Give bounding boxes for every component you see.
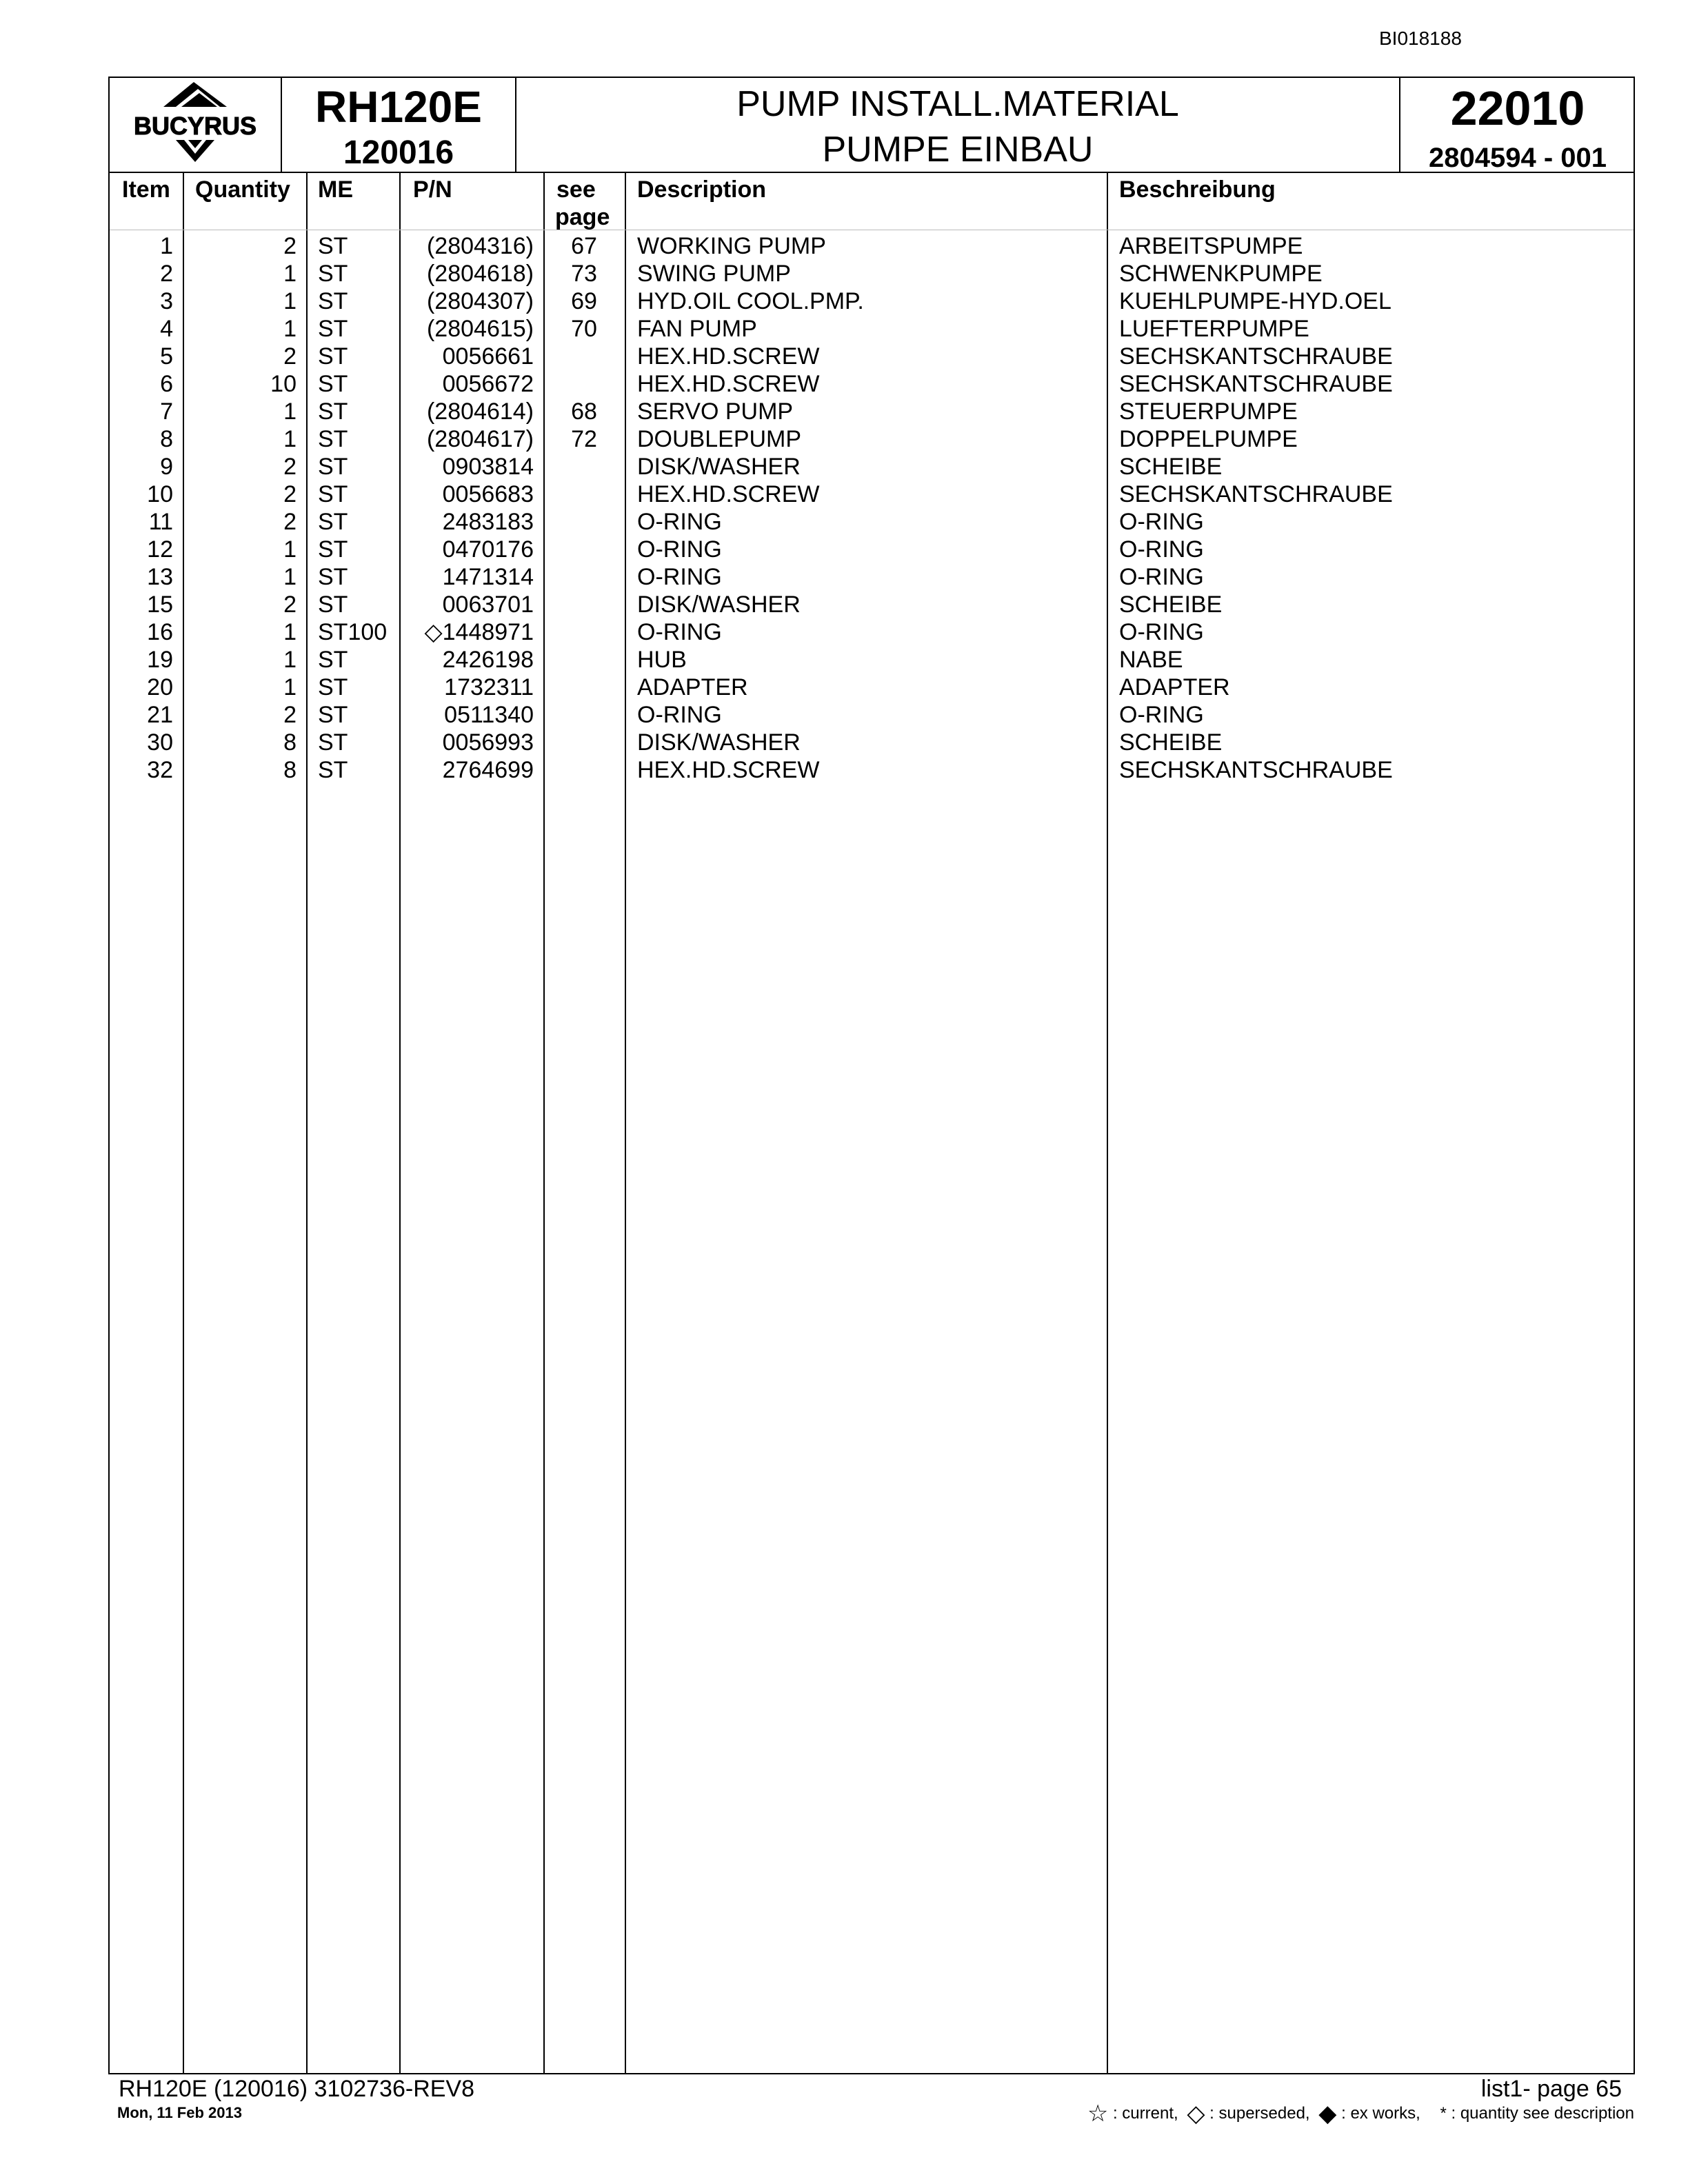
group-number: 22010: [1450, 81, 1585, 135]
cell-beschreibung: SECHSKANTSCHRAUBE: [1119, 371, 1393, 397]
table-row: [110, 618, 1634, 646]
col-header-page: page: [555, 204, 610, 230]
table-row: [110, 260, 1634, 287]
model-cell: [282, 78, 516, 172]
legend-exworks-label: : ex works,: [1341, 2103, 1420, 2123]
cell-item: 1: [160, 233, 173, 259]
cell-description: FAN PUMP: [637, 316, 757, 342]
cell-description: O-RING: [637, 702, 722, 728]
model-name: RH120E: [315, 82, 482, 132]
cell-quantity: 2: [283, 481, 297, 507]
document-id: BI018188: [1379, 28, 1462, 49]
table-row: [110, 646, 1634, 674]
header-box: [108, 77, 1635, 173]
cell-me: ST: [318, 757, 348, 783]
cell-part-number: 2426198: [442, 647, 534, 673]
cell-part-number: 1732311: [444, 674, 534, 700]
table-row: [110, 674, 1634, 701]
cell-quantity: 1: [283, 619, 297, 645]
cell-quantity: 1: [283, 398, 297, 425]
cell-see-page: 68: [571, 398, 597, 425]
cell-description: DISK/WASHER: [637, 729, 801, 756]
symbol-legend: [1087, 2101, 1634, 2125]
cell-beschreibung: ARBEITSPUMPE: [1119, 233, 1303, 259]
cell-description: HEX.HD.SCREW: [637, 371, 820, 397]
cell-me: ST: [318, 454, 348, 480]
col-header-quantity: Quantity: [195, 176, 290, 203]
cell-item: 30: [147, 729, 173, 756]
cell-description: DISK/WASHER: [637, 454, 801, 480]
cell-quantity: 1: [283, 564, 297, 590]
cell-description: DISK/WASHER: [637, 592, 801, 618]
cell-me: ST: [318, 592, 348, 618]
cell-me: ST: [318, 647, 348, 673]
cell-item: 5: [160, 343, 173, 370]
drawing-number: 2804594 - 001: [1428, 143, 1607, 173]
cell-me: ST100: [318, 619, 388, 645]
cell-quantity: 2: [283, 343, 297, 370]
cell-item: 20: [147, 674, 173, 700]
cell-part-number: (2804316): [426, 233, 534, 259]
star-icon: ☆: [1087, 2100, 1109, 2127]
footer-doc-reference: RH120E (120016) 3102736-REV8: [119, 2076, 475, 2102]
cell-beschreibung: SECHSKANTSCHRAUBE: [1119, 343, 1393, 370]
col-header-see: see: [556, 176, 596, 203]
cell-item: 11: [148, 509, 173, 535]
cell-part-number: 0470176: [442, 536, 534, 563]
table-row: [110, 536, 1634, 563]
cell-me: ST: [318, 261, 348, 287]
cell-me: ST: [318, 702, 348, 728]
cell-me: ST: [318, 536, 348, 563]
cell-description: O-RING: [637, 536, 722, 563]
cell-part-number: (2804614): [426, 398, 534, 425]
diamond-filled-icon: ◆: [1318, 2100, 1337, 2127]
cell-me: ST: [318, 288, 348, 314]
cell-me: ST: [318, 729, 348, 756]
cell-quantity: 1: [283, 288, 297, 314]
cell-quantity: 1: [283, 674, 297, 700]
cell-see-page: 70: [571, 316, 597, 342]
col-header-pn: P/N: [413, 176, 452, 203]
cell-quantity: 8: [283, 729, 297, 756]
table-row: [110, 343, 1634, 370]
title-cell: [516, 78, 1400, 172]
cell-description: HEX.HD.SCREW: [637, 481, 820, 507]
title-english: PUMP INSTALL.MATERIAL: [736, 84, 1179, 124]
cell-quantity: 10: [270, 371, 297, 397]
cell-description: HYD.OIL COOL.PMP.: [637, 288, 864, 314]
cell-quantity: 1: [283, 647, 297, 673]
cell-me: ST: [318, 233, 348, 259]
cell-description: SERVO PUMP: [637, 398, 794, 425]
legend-superseded-label: : superseded,: [1209, 2103, 1310, 2123]
table-row: [110, 287, 1634, 315]
logo-cell: [110, 78, 282, 172]
serial-number: 120016: [343, 134, 454, 171]
cell-part-number: 1471314: [442, 564, 534, 590]
table-row: [110, 563, 1634, 591]
footer-date: Mon, 11 Feb 2013: [117, 2104, 242, 2121]
cell-description: WORKING PUMP: [637, 233, 826, 259]
cell-me: ST: [318, 674, 348, 700]
cell-item: 19: [147, 647, 173, 673]
cell-part-number: 0056683: [442, 481, 534, 507]
cell-me: ST: [318, 481, 348, 507]
table-row: [110, 729, 1634, 756]
col-header-me: ME: [318, 176, 353, 203]
col-header-beschreibung: Beschreibung: [1119, 176, 1276, 203]
legend-quantity-label: : quantity see description: [1451, 2103, 1634, 2123]
cell-part-number: (2804618): [426, 261, 534, 287]
cell-beschreibung: DOPPELPUMPE: [1119, 426, 1298, 452]
cell-me: ST: [318, 316, 348, 342]
cell-description: HUB: [637, 647, 687, 673]
footer-page-number: list1- page 65: [1480, 2076, 1622, 2102]
legend-current-label: : current,: [1112, 2103, 1178, 2123]
cell-part-number: 0063701: [442, 592, 534, 618]
logo-text: BUCYRUS: [133, 112, 257, 140]
cell-item: 4: [160, 316, 173, 342]
cell-beschreibung: KUEHLPUMPE-HYD.OEL: [1119, 288, 1391, 314]
cell-see-page: 67: [571, 233, 597, 259]
cell-part-number: 0511340: [444, 702, 534, 728]
cell-quantity: 1: [283, 261, 297, 287]
cell-item: 10: [147, 481, 173, 507]
cell-quantity: 2: [283, 702, 297, 728]
bucyrus-logo: [110, 78, 279, 172]
cell-me: ST: [318, 398, 348, 425]
cell-item: 13: [147, 564, 173, 590]
table-row: [110, 756, 1634, 784]
cell-see-page: 69: [571, 288, 597, 314]
cell-item: 8: [160, 426, 173, 452]
cell-beschreibung: SCHEIBE: [1119, 454, 1223, 480]
cell-part-number: ◇1448971: [424, 619, 534, 645]
cell-quantity: 1: [283, 316, 297, 342]
cell-see-page: 73: [571, 261, 597, 287]
cell-item: 15: [147, 592, 173, 618]
cell-quantity: 8: [283, 757, 297, 783]
cell-part-number: (2804615): [426, 316, 534, 342]
table-row: [110, 453, 1634, 481]
col-header-item: Item: [122, 176, 170, 203]
cell-item: 21: [147, 702, 173, 728]
parts-table: [108, 173, 1635, 2074]
cell-item: 12: [147, 536, 173, 563]
cell-me: ST: [318, 343, 348, 370]
cell-description: HEX.HD.SCREW: [637, 343, 820, 370]
table-row: [110, 591, 1634, 618]
cell-part-number: 0903814: [442, 454, 534, 480]
cell-quantity: 2: [283, 509, 297, 535]
cell-description: DOUBLEPUMP: [637, 426, 802, 452]
cell-item: 9: [160, 454, 173, 480]
cell-me: ST: [318, 426, 348, 452]
table-row: [110, 232, 1634, 260]
cell-beschreibung: SCHWENKPUMPE: [1119, 261, 1323, 287]
cell-part-number: (2804617): [426, 426, 534, 452]
cell-beschreibung: LUEFTERPUMPE: [1119, 316, 1309, 342]
cell-beschreibung: ADAPTER: [1119, 674, 1230, 700]
cell-part-number: 0056672: [442, 371, 534, 397]
cell-description: SWING PUMP: [637, 261, 791, 287]
cell-beschreibung: SCHEIBE: [1119, 592, 1223, 618]
table-row: [110, 508, 1634, 536]
cell-item: 6: [160, 371, 173, 397]
cell-description: O-RING: [637, 619, 722, 645]
cell-quantity: 2: [283, 233, 297, 259]
cell-part-number: 0056661: [442, 343, 534, 370]
cell-quantity: 1: [283, 536, 297, 563]
cell-item: 32: [147, 757, 173, 783]
cell-beschreibung: NABE: [1119, 647, 1183, 673]
cell-see-page: 72: [571, 426, 597, 452]
table-row: [110, 370, 1634, 398]
cell-description: O-RING: [637, 509, 722, 535]
cell-me: ST: [318, 371, 348, 397]
cell-beschreibung: O-RING: [1119, 564, 1204, 590]
diamond-outline-icon: ◇: [1187, 2100, 1205, 2127]
group-number-cell: [1400, 78, 1635, 172]
cell-description: O-RING: [637, 564, 722, 590]
cell-beschreibung: SECHSKANTSCHRAUBE: [1119, 757, 1393, 783]
title-german: PUMPE EINBAU: [822, 130, 1094, 170]
cell-part-number: 2764699: [442, 757, 534, 783]
cell-item: 7: [160, 398, 173, 425]
cell-part-number: 2483183: [442, 509, 534, 535]
cell-item: 2: [160, 261, 173, 287]
cell-beschreibung: O-RING: [1119, 702, 1204, 728]
cell-beschreibung: SECHSKANTSCHRAUBE: [1119, 481, 1393, 507]
table-row: [110, 481, 1634, 508]
cell-item: 3: [160, 288, 173, 314]
table-row: [110, 701, 1634, 729]
cell-quantity: 2: [283, 592, 297, 618]
cell-item: 16: [147, 619, 173, 645]
cell-me: ST: [318, 564, 348, 590]
cell-part-number: (2804307): [426, 288, 534, 314]
cell-quantity: 2: [283, 454, 297, 480]
cell-beschreibung: SCHEIBE: [1119, 729, 1223, 756]
table-row: [110, 315, 1634, 343]
cell-beschreibung: STEUERPUMPE: [1119, 398, 1298, 425]
table-row: [110, 425, 1634, 453]
cell-beschreibung: O-RING: [1119, 619, 1204, 645]
asterisk-icon: *: [1440, 2103, 1447, 2123]
table-row: [110, 398, 1634, 425]
cell-description: HEX.HD.SCREW: [637, 757, 820, 783]
cell-beschreibung: O-RING: [1119, 509, 1204, 535]
cell-quantity: 1: [283, 426, 297, 452]
cell-beschreibung: O-RING: [1119, 536, 1204, 563]
col-header-description: Description: [637, 176, 767, 203]
cell-part-number: 0056993: [442, 729, 534, 756]
cell-me: ST: [318, 509, 348, 535]
cell-description: ADAPTER: [637, 674, 748, 700]
